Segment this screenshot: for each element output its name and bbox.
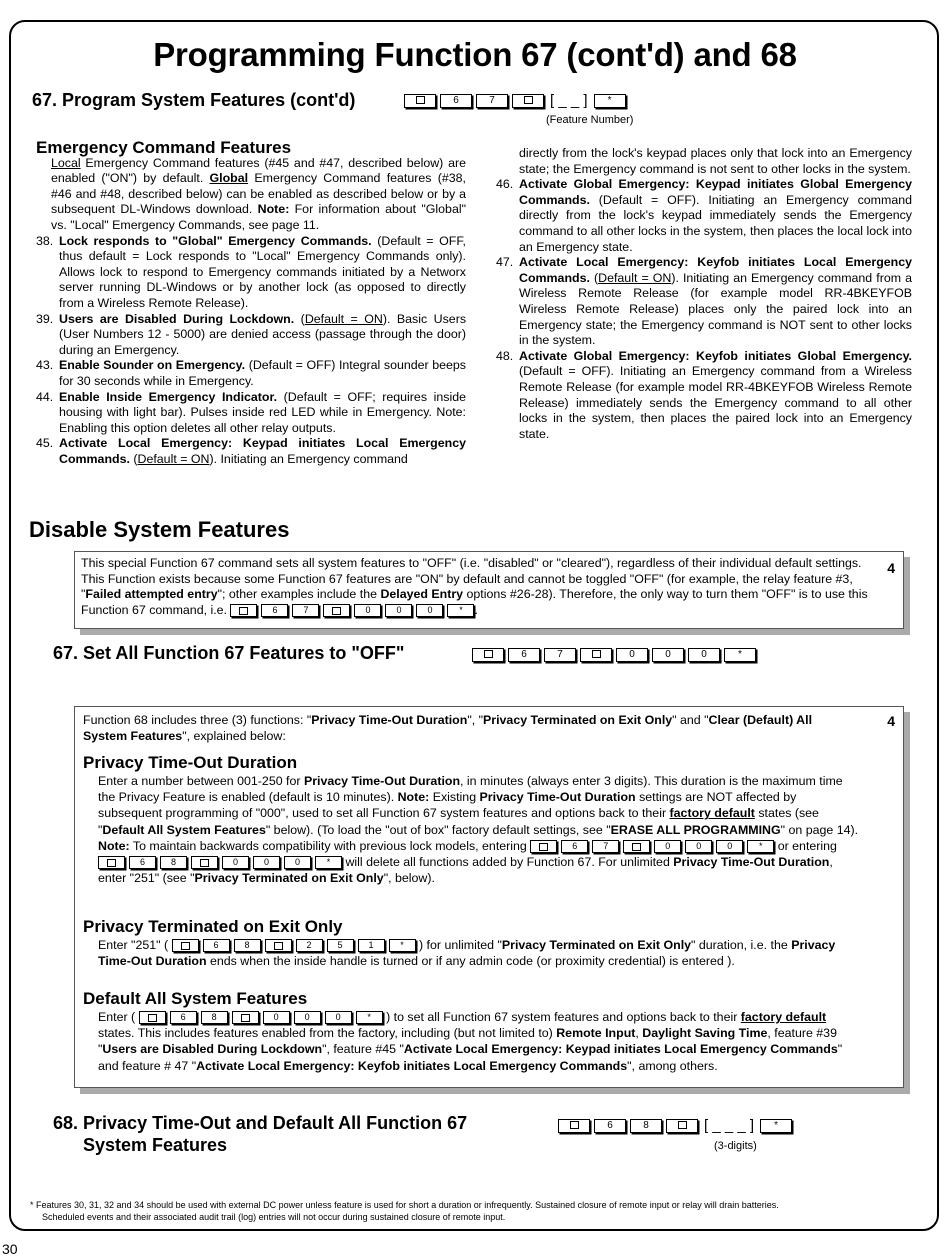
footnote: * Features 30, 31, 32 and 34 should be used with external DC power unless feature is used for short a duration or infrequently. Sustained closure of remote input or relay will drain batteries. Scheduled events and their associated audit trail (log) entries will not occur during sustained closure of remote input. <box>30 1200 779 1222</box>
pte-text: Enter "251" ( 6 8 2 5 1 * ) for unlimited "Privacy Terminated on Exit Only" duration, i.e. the Privacy Time-Out Duration ends when the inside handle is turned or if any admin code (or proximity credential) is entered ). <box>98 938 836 969</box>
function-key-icon <box>265 939 292 952</box>
das-heading: Default All System Features <box>83 989 308 1008</box>
digit-key: 0 <box>294 1011 321 1024</box>
item-45-continued: directly from the lock's keypad places only that lock into an Emergency state; the Emergency command is not sent to other locks in the system. <box>519 146 912 176</box>
function-key-icon <box>98 856 125 869</box>
digit-key: 1 <box>358 939 385 952</box>
keyseq <box>404 92 626 109</box>
star-key: * <box>389 939 416 952</box>
set-all-keyseq <box>472 646 756 664</box>
page-title: Programming Function 67 (cont'd) and 68 <box>153 36 797 73</box>
star-key: * <box>315 856 342 869</box>
star-key: * <box>760 1119 792 1133</box>
keyseq <box>98 856 342 869</box>
keyseq <box>230 604 474 617</box>
feature-item: 39. Users are Disabled During Lockdown. (Default = ON). Basic Users (User Numbers 12 - 5000) are denied access (passage through the door) during an Emergency. <box>36 311 467 357</box>
function-key-icon <box>232 1011 259 1024</box>
function-key-icon <box>191 856 218 869</box>
digit-key: 0 <box>385 604 412 617</box>
disable-heading: Disable System Features <box>29 517 290 542</box>
digit-key: 0 <box>325 1011 352 1024</box>
keyseq <box>172 939 416 952</box>
function-key-icon <box>558 1119 590 1133</box>
digit-key: 7 <box>544 648 576 662</box>
star-key: * <box>724 648 756 662</box>
function-key-icon <box>230 604 257 617</box>
digit-key: 6 <box>170 1011 197 1024</box>
digit-key: 8 <box>160 856 187 869</box>
feature-item: 46. Activate Global Emergency: Keypad initiates Global Emergency Commands. (Default = OFF). Initiating an Emergency command directly from the lock's keypad immediately sends the Emergency command to all other locks in the system, then places the local lock into an Emergency state. <box>496 177 912 254</box>
function-key-icon <box>472 648 504 662</box>
star-key: * <box>747 840 774 853</box>
emergency-items-left <box>36 234 466 468</box>
sec68-caption: (3-digits) <box>714 1140 757 1152</box>
disable-text: This special Function 67 command sets all system features to "OFF" (i.e. "disabled" or "cleared"), regardless of their individual default settings. This Function exists because some Function 67 features are "ON" by default and cannot be toggled "OFF" (for example, the relay feature #3, "Failed attempted entry"; other examples include the Delayed Entry options #26-28). Therefore, the only way to turn them "OFF" is to use this Function 67 command, i.e. 6 7 0 0 0 * . <box>81 556 868 617</box>
star-key: * <box>447 604 474 617</box>
set-all-heading: 67. Set All Function 67 Features to "OFF" <box>53 643 405 663</box>
digit-key: 6 <box>440 94 472 108</box>
digit-key: 0 <box>263 1011 290 1024</box>
function-key-icon <box>172 939 199 952</box>
digit-key: 0 <box>253 856 280 869</box>
digit-key: 7 <box>592 840 619 853</box>
keyseq <box>472 648 756 662</box>
feature-item: 43. Enable Sounder on Emergency. (Default = OFF) Integral sounder beeps for 30 seconds while in Emergency. <box>36 358 467 388</box>
side-number: 4 <box>887 713 895 729</box>
digit-key: 0 <box>222 856 249 869</box>
side-number: 4 <box>887 560 895 576</box>
function-key-icon <box>580 648 612 662</box>
disable-box <box>74 551 904 629</box>
emergency-items-right <box>496 177 912 442</box>
function-key-icon <box>623 840 650 853</box>
digit-key: 5 <box>327 939 354 952</box>
sec67-caption: (Feature Number) <box>546 114 634 126</box>
digit-key: 0 <box>688 648 720 662</box>
digit-key: 0 <box>416 604 443 617</box>
page-number: 30 <box>2 1241 18 1257</box>
digit-key: 0 <box>716 840 743 853</box>
sec67-keyseq <box>404 92 626 110</box>
keyseq <box>558 1117 792 1134</box>
f68-box <box>74 706 904 1088</box>
digit-key: 2 <box>296 939 323 952</box>
pto-heading: Privacy Time-Out Duration <box>83 753 298 772</box>
f68-intro: Function 68 includes three (3) functions: "Privacy Time-Out Duration", "Privacy Terminated on Exit Only" and "Clear (Default) All System Features", explained below: <box>83 713 813 743</box>
das-text: Enter ( 6 8 0 0 0 * ) to set all Function 67 system features and options back to their factory default states. This includes features enabled from the factory, including (but not limited to) Remote Input, Daylight Saving Time, feature #39 "Users are Disabled During Lockdown", feature #45 "Activate Local Emergency: Keypad initiates Local Emergency Commands" and feature # 47 "Activate Local Emergency: Keyfob initiates Local Emergency Commands", among others. <box>98 1010 843 1073</box>
digit-placeholder: [ _ _ ] <box>550 92 588 110</box>
das-section <box>83 989 863 1074</box>
feature-item: 38. Lock responds to "Global" Emergency Commands. (Default = OFF, thus default = Lock responds to "Local" Emergency Commands only). Allows lock to respond to Emergency commands initiated by a Networx server running DL-Windows or by another lock (as opposed to directly from a Wireless Remote Release). <box>36 233 466 310</box>
pto-section <box>83 753 863 886</box>
keyseq <box>139 1011 383 1024</box>
feature-item: 45. Activate Local Emergency: Keypad initiates Local Emergency Commands. (Default = ON). Initiating an Emergency command <box>36 436 466 466</box>
emergency-intro: Local Emergency Command features (#45 and #47, described below) are enabled ("ON") by default. Global Emergency Command features (#38, #46 and #48, described below) can be enabled as described below or by a subsequent DL-Windows download. Note: For information about "Global" vs. "Local" Emergency Commands, see page 11. <box>51 155 466 232</box>
function-key-icon <box>323 604 350 617</box>
sec68-heading: 68. Privacy Time-Out and Default All Function 67 System Features <box>53 1113 468 1155</box>
pto-text: Enter a number between 001-250 for Privacy Time-Out Duration, in minutes (always enter 3 digits). This duration is the maximum time the Privacy Feature is enabled (default is 10 minutes). Note: Existing Privacy Time-Out Duration settings are NOT affected by subsequent programming of "000", used to set all Function 67 system features and options back to their factory default states (see "Default All System Features" below). (To load the "out of box" factory default settings, see "ERASE ALL PROGRAMMING" on page 14). Note: To maintain backwards compatibility with previous lock models, entering 6 7 0 0 0 * or entering 6 8 0 0 0 * will delete all functions added by Function 67. For unlimited Privacy Time-Out Duration, enter "251" (see "Privacy Terminated on Exit Only", below). <box>98 774 859 886</box>
digit-key: 6 <box>561 840 588 853</box>
star-key: * <box>594 94 626 108</box>
sec68-keyseq <box>558 1117 792 1135</box>
digit-key: 8 <box>201 1011 228 1024</box>
digit-key: 0 <box>654 840 681 853</box>
digit-key: 0 <box>354 604 381 617</box>
digit-key: 6 <box>129 856 156 869</box>
function-key-icon <box>512 94 544 108</box>
digit-placeholder: [ _ _ _ ] <box>704 1117 755 1135</box>
digit-key: 7 <box>476 94 508 108</box>
star-key: * <box>356 1011 383 1024</box>
digit-key: 6 <box>508 648 540 662</box>
digit-key: 6 <box>594 1119 626 1133</box>
digit-key: 0 <box>652 648 684 662</box>
digit-key: 0 <box>616 648 648 662</box>
emergency-left-column <box>36 140 466 467</box>
keyseq <box>530 840 774 853</box>
feature-item: 48. Activate Global Emergency: Keyfob initiates Global Emergency. (Default = OFF). Initiating an Emergency command from a Wireless Remote Release (for example model RR-4BKEYFOB Wireless Remote Release) immediately sends the Emergency command to all other locks in the system, then places the paired lock into an Emergency state. <box>496 348 912 441</box>
function-key-icon <box>404 94 436 108</box>
digit-key: 0 <box>284 856 311 869</box>
function-key-icon <box>666 1119 698 1133</box>
digit-key: 8 <box>630 1119 662 1133</box>
digit-key: 0 <box>685 840 712 853</box>
pte-heading: Privacy Terminated on Exit Only <box>83 917 343 936</box>
function-key-icon <box>530 840 557 853</box>
feature-item: 47. Activate Local Emergency: Keyfob initiates Local Emergency Commands. (Default = ON). Initiating an Emergency command from a Wireless Remote Release (for example model RR-4BKEYFOB Wireless Remote Release) places only the paired lock into an Emergency state; the Emergency command is NOT sent to other locks in the system. <box>496 255 912 348</box>
sec67-heading: 67. Program System Features (cont'd) <box>32 90 356 110</box>
emergency-right-column <box>496 146 912 442</box>
digit-key: 6 <box>261 604 288 617</box>
function-key-icon <box>139 1011 166 1024</box>
pte-section <box>83 917 863 969</box>
digit-key: 8 <box>234 939 261 952</box>
digit-key: 7 <box>292 604 319 617</box>
feature-item: 44. Enable Inside Emergency Indicator. (Default = OFF; requires inside housing with light bar). Pulses inside red LED while in Emergency. Note: Enabling this option deletes all other relay outputs. <box>36 389 466 435</box>
emergency-heading: Emergency Command Features <box>36 138 292 157</box>
digit-key: 6 <box>203 939 230 952</box>
